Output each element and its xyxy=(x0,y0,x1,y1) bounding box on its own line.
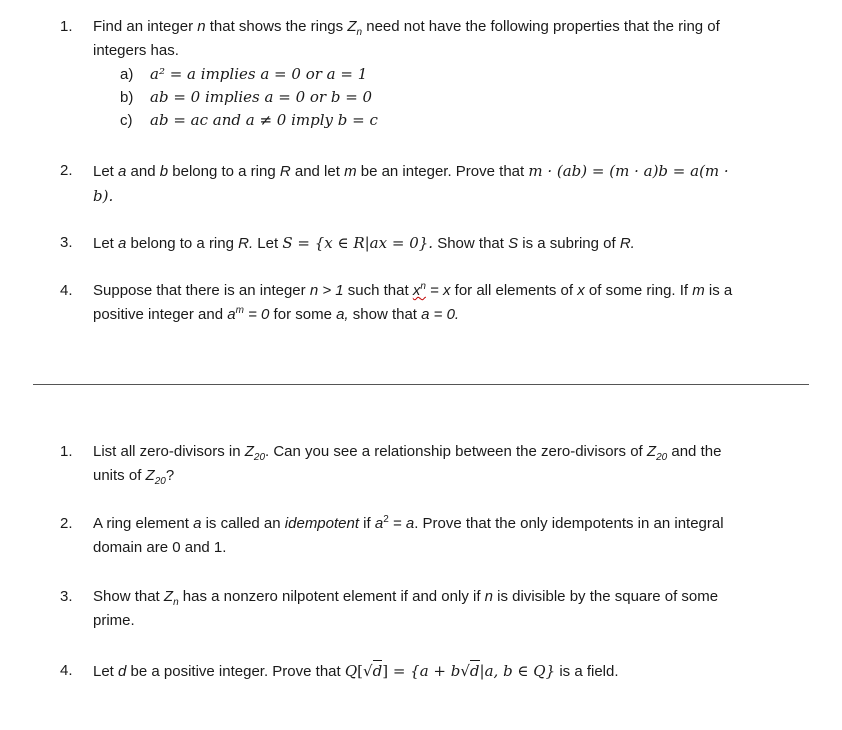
problem-text: belong to a ring xyxy=(126,235,239,252)
problem-text: for some xyxy=(269,306,337,323)
subscript-20: 20 xyxy=(656,452,668,463)
var-n: n xyxy=(484,588,493,605)
problem-text: Show that xyxy=(93,588,164,605)
var-n: n xyxy=(197,18,206,35)
problem-text: is divisible by the square of some xyxy=(493,588,719,605)
problem-3 xyxy=(60,231,820,256)
problem-text: that shows the rings xyxy=(205,18,348,35)
problem-text: List all zero-divisors in xyxy=(93,443,245,460)
problem-number: 3. xyxy=(60,588,73,605)
var-R: R xyxy=(279,163,291,180)
problem-4 xyxy=(60,279,820,327)
var-a: a, xyxy=(336,306,349,323)
problem-2-3 xyxy=(60,585,820,633)
subscript-n: n xyxy=(173,597,179,608)
problem-number: 4. xyxy=(60,282,73,299)
conclusion: a = 0. xyxy=(421,306,460,323)
problem-text: ? xyxy=(165,467,175,484)
superscript-m: m xyxy=(235,305,244,316)
var-Z: Z xyxy=(646,443,657,460)
problem-text: for all elements of xyxy=(450,282,578,299)
term-idempotent: idempotent xyxy=(284,515,360,532)
problem-text: and xyxy=(126,163,160,180)
equation: = 0 xyxy=(243,306,270,323)
subscript-20: 20 xyxy=(253,452,266,463)
problem-2 xyxy=(60,159,820,209)
problem-text: Find an integer xyxy=(93,18,198,35)
var-m: m xyxy=(344,163,357,180)
var-a: a xyxy=(118,163,127,180)
problem-2-1 xyxy=(60,440,820,488)
problem-number: 1. xyxy=(60,443,73,460)
problem-1 xyxy=(60,15,820,132)
var-Q: Q xyxy=(344,662,358,680)
problem-text: Let xyxy=(93,663,119,680)
problem-text: . Prove that the only idempotents in an integral xyxy=(414,515,724,532)
problem-text: be an integer. Prove that xyxy=(356,163,529,180)
problem-text: A ring element xyxy=(93,515,194,532)
math-expression: m · (ab) = (m · a)b = a(m · xyxy=(528,162,729,180)
problem-text: Let xyxy=(93,235,119,252)
problem-text: be a positive integer. Prove that xyxy=(126,663,345,680)
var-x: x xyxy=(412,282,421,299)
problem-number: 2. xyxy=(60,162,73,179)
sub-item-label: b) xyxy=(120,89,134,106)
problem-text: show that xyxy=(348,306,422,323)
subscript-n: n xyxy=(356,27,363,38)
problem-2-2 xyxy=(60,512,820,560)
var-Z: Z xyxy=(347,18,357,35)
problem-text: Suppose that there is an integer xyxy=(93,282,310,299)
sub-item-a xyxy=(120,63,820,86)
subscript-20: 20 xyxy=(154,476,166,487)
problem-text: domain are 0 and 1. xyxy=(93,539,227,556)
var-m: m xyxy=(692,282,705,299)
sub-item-label: a) xyxy=(120,66,134,83)
sub-item-label: c) xyxy=(120,112,133,129)
problem-text: belong to a ring xyxy=(168,163,280,180)
var-Z: Z xyxy=(145,467,155,484)
problem-number: 3. xyxy=(60,234,73,251)
math-expression: b). xyxy=(93,187,114,205)
var-R: R. xyxy=(619,235,635,252)
problem-text: Let xyxy=(93,163,119,180)
var-Z: Z xyxy=(163,588,174,605)
problem-text: is called an xyxy=(201,515,285,532)
superscript-n: n xyxy=(420,281,426,292)
problem-text: and the xyxy=(667,443,722,460)
var-d: d xyxy=(469,662,480,680)
var-a: a xyxy=(118,235,127,252)
equation: |a, b ∈ Q} xyxy=(479,662,556,680)
var-Z: Z xyxy=(244,443,254,460)
sub-item-math: a² = a implies a = 0 or a = 1 xyxy=(150,65,368,83)
problem-text: is a xyxy=(704,282,733,299)
var-b: b xyxy=(159,163,169,180)
problem-text: units of xyxy=(93,467,146,484)
problem-text: Show that xyxy=(433,235,509,252)
equation: = x xyxy=(425,282,451,299)
condition: n > 1 xyxy=(309,282,344,299)
problem-text: is a subring of xyxy=(518,235,620,252)
var-a: a xyxy=(193,515,202,532)
problem-text: has a nonzero nilpotent element if and only if xyxy=(178,588,485,605)
problem-text: prime. xyxy=(93,612,135,629)
sub-item-c xyxy=(120,109,820,132)
sub-item-b xyxy=(120,86,820,109)
var-x: x xyxy=(577,282,585,299)
sub-item-list xyxy=(120,63,820,132)
var-a: a xyxy=(374,515,384,532)
problem-2-4 xyxy=(60,659,820,684)
var-x-spellcheck xyxy=(413,282,426,299)
bracket: [ xyxy=(357,662,364,680)
problem-number: 1. xyxy=(60,18,73,35)
superscript-2: 2 xyxy=(383,514,389,525)
radical-icon: √ xyxy=(460,662,470,680)
sub-item-math: ab = ac and a ≠ 0 imply b = c xyxy=(150,111,378,129)
problem-text: integers has. xyxy=(93,42,179,59)
problem-text: of some ring. If xyxy=(584,282,693,299)
problem-text: positive integer and xyxy=(93,306,228,323)
equation: = {a + b xyxy=(388,662,461,680)
problem-text: Let xyxy=(253,235,283,252)
var-d: d xyxy=(118,663,127,680)
horizontal-divider xyxy=(33,384,809,385)
sub-item-math: ab = 0 implies a = 0 or b = 0 xyxy=(150,88,373,106)
equation: = a xyxy=(388,515,415,532)
problem-number: 2. xyxy=(60,515,73,532)
problem-text: . Can you see a relationship between the zero-divisors of xyxy=(265,443,647,460)
problem-text: if xyxy=(359,515,375,532)
var-R: R. xyxy=(238,235,254,252)
radical-icon: √ xyxy=(363,662,373,680)
math-expression xyxy=(345,660,555,680)
problem-number: 4. xyxy=(60,662,73,679)
var-a: a xyxy=(227,306,236,323)
problem-text: need not have the following properties that the ring of xyxy=(362,18,720,35)
problem-text: and let xyxy=(290,163,345,180)
var-d: d xyxy=(372,662,383,680)
problem-text: is a field. xyxy=(555,663,619,680)
math-expression: S = {x ∈ R|ax = 0}. xyxy=(282,234,434,252)
bracket: ] xyxy=(382,662,389,680)
problem-text: such that xyxy=(343,282,413,299)
var-S: S xyxy=(508,235,519,252)
